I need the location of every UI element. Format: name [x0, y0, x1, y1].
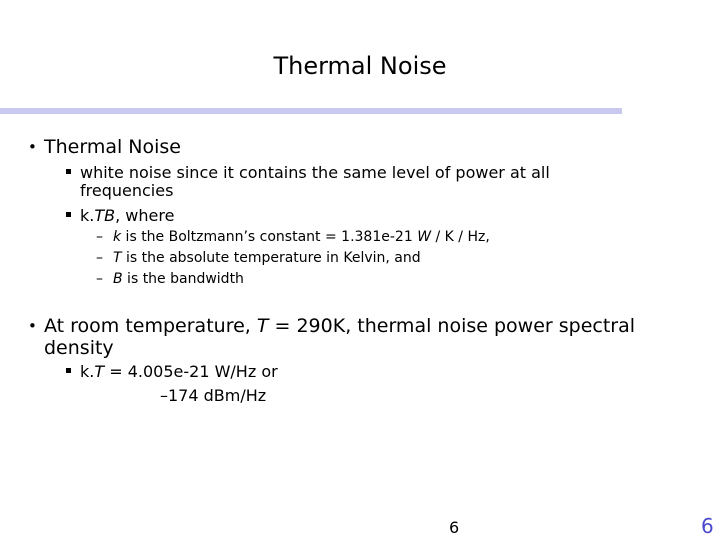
dash-bullet-icon: – [96, 229, 103, 245]
subsub-text: T is the absolute temperature in Kelvin, and [113, 250, 421, 266]
sub-bullet-line2: frequencies [80, 181, 174, 200]
bullet-dot-icon: • [28, 317, 37, 335]
bullet-text-line1: At room temperature, T = 290K, thermal noise power spectral [44, 315, 636, 337]
subsub-text: k is the Boltzmann’s constant = 1.381e-21 W / K / Hz, [113, 229, 490, 245]
bullet-text: Thermal Noise [44, 136, 181, 158]
title-underline [0, 108, 622, 114]
square-bullet-icon [66, 169, 71, 174]
sub-bullet-kt-text: k.T = 4.005e-21 W/Hz or [80, 362, 278, 381]
dash-bullet-icon: – [96, 271, 103, 287]
bullet-text-line2: density [44, 337, 114, 359]
slide-title: Thermal Noise [273, 52, 447, 80]
sub-bullet-kt-continuation: –174 dBm/Hz [160, 386, 267, 405]
page-number-right: 6 [701, 514, 714, 538]
square-bullet-icon [66, 368, 71, 373]
sub-bullet-ktb-text: k.TB, where [80, 206, 175, 225]
subsub-text: B is the bandwidth [113, 271, 244, 287]
sub-bullet-line1: white noise since it contains the same level of power at all [80, 163, 550, 182]
page-number-center: 6 [449, 518, 460, 537]
square-bullet-icon [66, 212, 71, 217]
dash-bullet-icon: – [96, 250, 103, 266]
bullet-dot-icon: • [28, 138, 37, 156]
